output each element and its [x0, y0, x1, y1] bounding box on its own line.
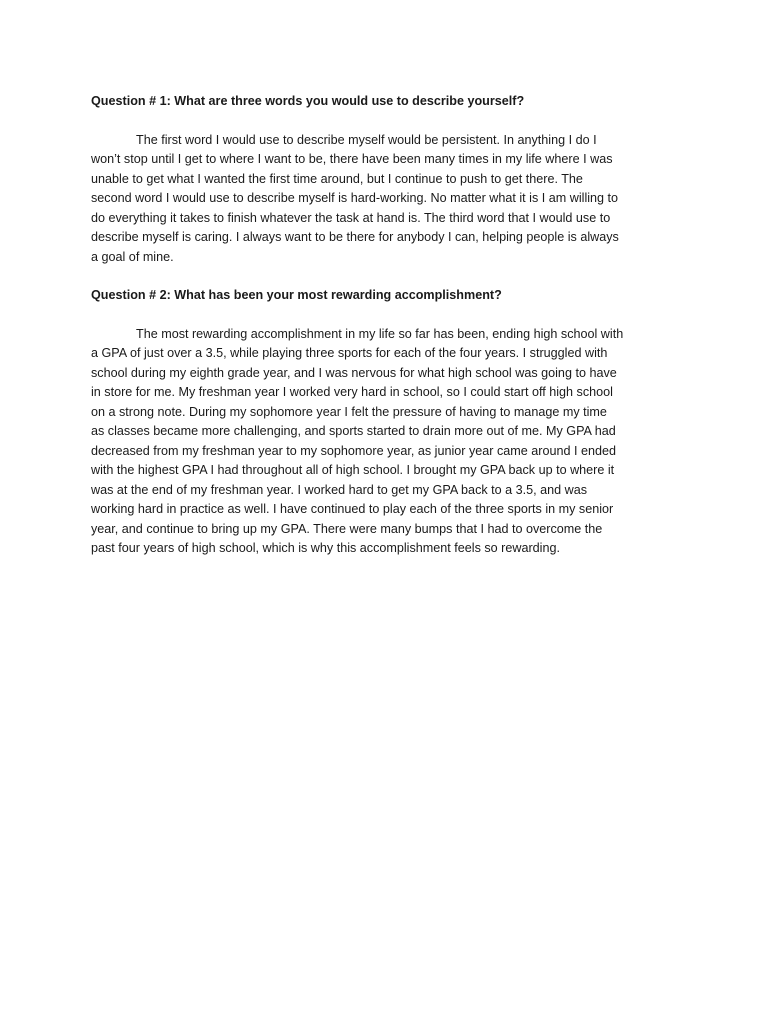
answer-line: on a strong note. During my sophomore year I felt the pressure of having to manage my time: [91, 404, 607, 419]
answer-line: won’t stop until I get to where I want to be, there have been many times in my life where I was: [91, 152, 613, 166]
answer-line: do everything it takes to finish whatever the task at hand is. The third word that I would use to: [91, 210, 611, 225]
answer-line: The most rewarding accomplishment in my life so far has been, ending high school with: [136, 326, 624, 341]
answer-line: decreased from my freshman year to my sophomore year, as junior year came around I ended: [91, 443, 616, 458]
question-heading-1: Question # 1: What are three words you would use to describe yourself?: [91, 94, 525, 108]
answer-line: second word I would use to describe myself is hard-working. No matter what it is I am willing to: [91, 191, 619, 205]
answer-line: a goal of mine.: [91, 249, 174, 264]
answer-line: year, and continue to bring up my GPA. There were many bumps that I had to overcome the: [91, 521, 603, 536]
question-heading-2: Question # 2: What has been your most rewarding accomplishment?: [91, 288, 502, 302]
answer-paragraph-2: [91, 325, 681, 559]
question-section-1: [91, 92, 681, 267]
answer-line: The first word I would use to describe myself would be persistent. In anything I do I: [136, 132, 597, 147]
answer-line: with the highest GPA I had throughout all of high school. I brought my GPA back up to where it: [91, 463, 615, 477]
answer-line: a GPA of just over a 3.5, while playing three sports for each of the four years. I struggled with: [91, 346, 608, 360]
question-section-2: [91, 286, 681, 559]
document-page: [91, 92, 681, 578]
answer-line: was at the end of my freshman year. I worked hard to get my GPA back to a 3.5, and was: [91, 482, 588, 497]
answer-line: as classes became more challenging, and sports started to drain more out of me. My GPA had: [91, 424, 616, 438]
answer-line: school during my eighth grade year, and I was nervous for what high school was going to have: [91, 365, 617, 380]
answer-paragraph-1: [91, 131, 681, 268]
answer-line: unable to get what I wanted the first time around, but I continue to push to get there. The: [91, 171, 583, 186]
answer-line: describe myself is caring. I always want to be there for anybody I can, helping people is always: [91, 230, 619, 244]
answer-line: past four years of high school, which is why this accomplishment feels so rewarding.: [91, 541, 560, 555]
answer-line: working hard in practice as well. I have continued to play each of the three sports in my senior: [91, 502, 614, 516]
answer-line: in store for me. My freshman year I worked very hard in school, so I could start off high school: [91, 385, 613, 399]
